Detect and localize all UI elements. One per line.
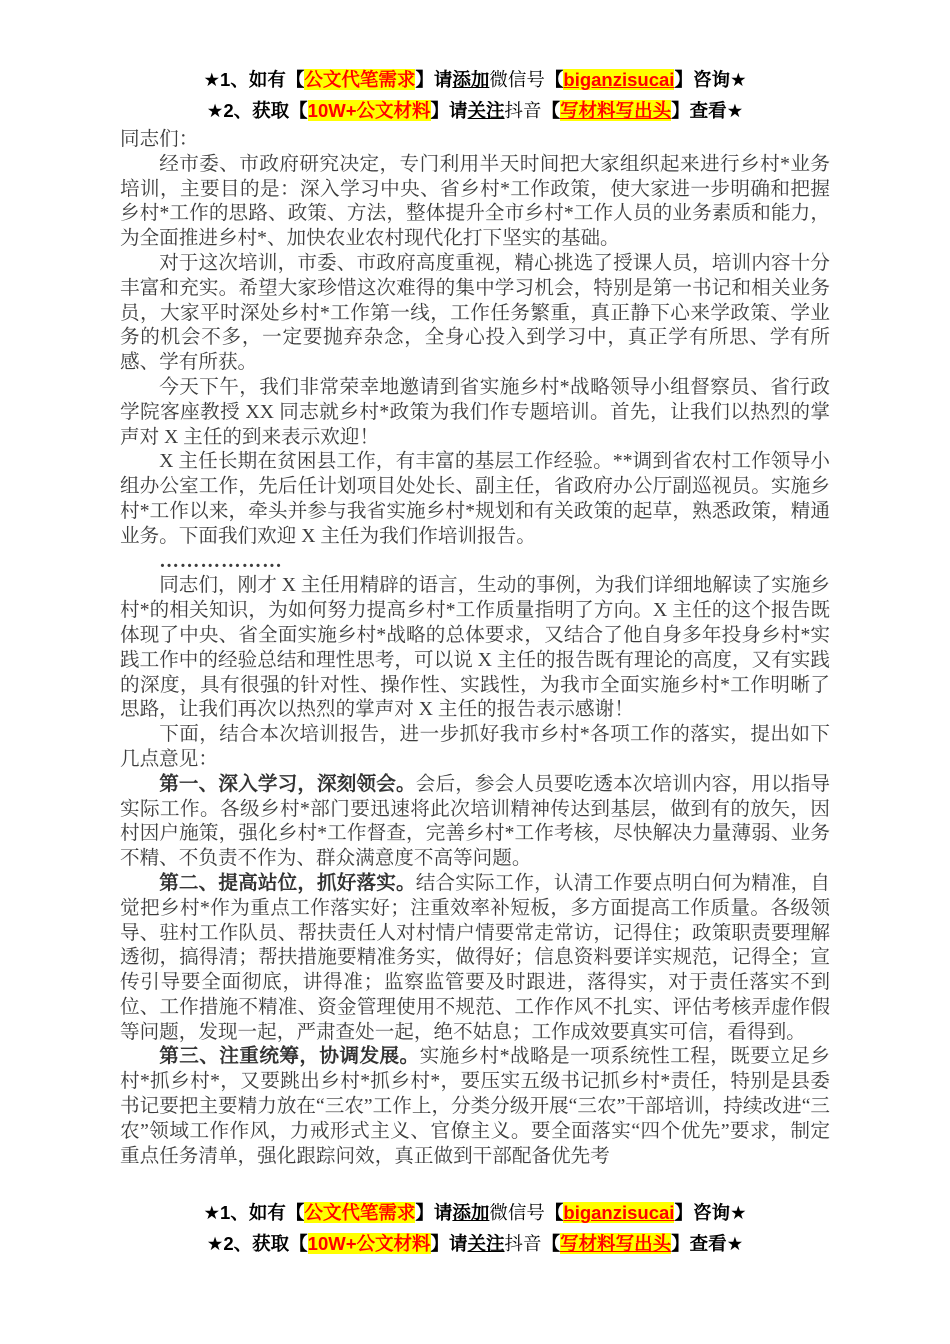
- promo-text: ★1、如有【: [203, 69, 305, 90]
- promo-underline-text: 关注: [467, 1233, 505, 1255]
- point-1-text: 会后，参会人员要吃透本次培训内容，用以指导实际工作。各级乡村*部门要迅速将此次培训精神传达到基层，做到有的放矢，因村因户施策，强化乡村*工作督查，完善乡村*工作考核，尽快解决力量薄弱、业务不精、不负责不作为、群众满意度不高等问题。: [120, 773, 831, 870]
- promo-text: 【: [544, 1202, 564, 1224]
- paragraph-training-importance: 对于这次培训，市委、市政府高度重视，精心挑选了授课人员，培训内容十分丰富和充实。希望大家珍惜这次难得的集中学习机会，特别是第一书记和相关业务员，大家平时深处乡村*工作第一线，工作任务繁重，真正静下心来学政策、学业务的机会不多，一定要抛弃杂念，全身心投入到学习中，真正学有所思、学有所感、学有所获。: [120, 252, 830, 374]
- promo-text: 【: [541, 100, 561, 121]
- promo-wechat-id: biganzisucai: [563, 69, 675, 90]
- promo-highlight: 公文代笔需求: [304, 69, 416, 90]
- promo-underline-text: 添加: [452, 69, 490, 90]
- promo-underline-text: 添加: [452, 1202, 490, 1224]
- promo-text: 】咨询★: [674, 1202, 747, 1224]
- promo-text: 微信号: [489, 1202, 545, 1224]
- promo-text: 】查看★: [671, 100, 744, 121]
- point-2-text: 结合实际工作，认清工作要点明白何为精准，自觉把乡村*作为重点工作落实好；注重效率补短板，多方面提高工作质量。各级领导、驻村工作队员、帮扶责任人对村情户情要常走常访，记得住；政策职责要理解透彻，搞得清；帮扶措施要精准务实，做得好；信息资料要详实规范，记得全；宣传引导要全面彻底，讲得准；监察监管要及时跟进，落得实，对于责任落实不到位、工作措施不精准、资金管理使用不规范、工作作风不扎实、评估考核弄虚作假等问题，发现一起，严肃查处一起，绝不姑息；工作成效要真实可信，看得到。: [120, 872, 831, 1043]
- promo-banner-top: [120, 64, 830, 126]
- point-2-heading: 第二、提高站位，抓好落实。: [159, 872, 416, 894]
- paragraph-point-3: [120, 1045, 830, 1169]
- document-body: [120, 128, 830, 1169]
- promo-text: 【: [544, 69, 564, 90]
- promo-text: ★1、如有【: [203, 1202, 305, 1224]
- promo-text: 】请: [415, 69, 453, 90]
- promo-text: 微信号: [489, 69, 545, 90]
- paragraph-report-summary: 同志们，刚才 X 主任用精辟的语言，生动的事例，为我们详细地解读了实施乡村*的相关知识，为如何努力提高乡村*工作质量指明了方向。X 主任的这个报告既体现了中央、省全面实施乡村*战略的总体要求，又结合了他自身多年投身乡村*实践工作中的经验总结和理性思考，可以说 X 主任的报告既有理论的高度，又有实践的深度，具有很强的针对性、操作性、实践性，为我市全面实施乡村*工作明晰了思路，让我们再次以热烈的掌声对 X 主任的报告表示感谢！: [120, 575, 830, 721]
- ellipsis-separator: ………………: [159, 550, 283, 572]
- salutation: 同志们：: [120, 129, 199, 150]
- promo-text: 】请: [430, 1233, 468, 1255]
- paragraph-point-1: [120, 773, 830, 872]
- point-1-heading: 第一、深入学习，深刻领会。: [159, 773, 416, 795]
- paragraph-speaker-background: X 主任长期在贫困县工作，有丰富的基层工作经验。**调到省农村工作领导小组办公室工作，先后任计划项目处处长、副主任，省政府办公厅副巡视员。实施乡村*工作以来，牵头并参与我省实施乡村*规划和有关政策的起草，熟悉政策，精通业务。下面我们欢迎 X 主任为我们作培训报告。: [120, 451, 830, 547]
- promo-text: 】咨询★: [674, 69, 747, 90]
- promo-line-1: [120, 64, 830, 95]
- point-3-text: 实施乡村*战略是一项系统性工程，既要立足乡村*抓乡村*，又要跳出乡村*抓乡村*，要压实五级书记抓乡村*责任，特别是县委书记要把主要精力放在“三农”工作上，分类分级开展“三农”干部培训，持续改进“三农”领域工作作风，力戒形式主义、官僚主义。要全面落实“四个优先”要求，制定重点任务清单，强化跟踪问效，真正做到干部配备优先考: [120, 1046, 831, 1167]
- promo-highlight: 10W+公文材料: [307, 1233, 431, 1255]
- promo-underline-text: 关注: [467, 100, 505, 121]
- promo-banner-bottom: [120, 1197, 830, 1259]
- promo-text: 抖音: [504, 100, 542, 121]
- promo-highlight: 公文代笔需求: [304, 1202, 416, 1224]
- paragraph-point-2: [120, 872, 830, 1046]
- promo-line-1: [120, 1197, 830, 1228]
- promo-highlight: 10W+公文材料: [307, 100, 431, 121]
- promo-douyin-id: 写材料写出头: [560, 100, 672, 121]
- promo-text: 】请: [430, 100, 468, 121]
- promo-text: 】请: [415, 1202, 453, 1224]
- promo-text: 【: [541, 1233, 561, 1255]
- promo-text: 抖音: [504, 1233, 542, 1255]
- promo-text: ★2、获取【: [206, 1233, 308, 1255]
- promo-line-2: [120, 95, 830, 126]
- promo-line-2: [120, 1228, 830, 1259]
- paragraph-opinions-intro: 下面，结合本次培训报告，进一步抓好我市乡村*各项工作的落实，提出如下几点意见：: [120, 724, 830, 770]
- promo-text: 】查看★: [671, 1233, 744, 1255]
- promo-text: ★2、获取【: [206, 100, 308, 121]
- promo-wechat-id: biganzisucai: [563, 1202, 675, 1224]
- point-3-heading: 第三、注重统筹，协调发展。: [159, 1046, 420, 1068]
- paragraph-speaker-intro: 今天下午，我们非常荣幸地邀请到省实施乡村*战略领导小组督察员、省行政学院客座教授 XX 同志就乡村*政策为我们作专题培训。首先，让我们以热烈的掌声对 X 主任的到来表示欢迎！: [120, 376, 830, 448]
- paragraph-opening: 经市委、市政府研究决定，专门利用半天时间把大家组织起来进行乡村*业务培训，主要目的是：深入学习中央、省乡村*工作政策，使大家进一步明确和把握乡村*工作的思路、政策、方法，整体提升全市乡村*工作人员的业务素质和能力，为全面推进乡村*、加快农业农村现代化打下坚实的基础。: [120, 153, 830, 250]
- promo-douyin-id: 写材料写出头: [560, 1233, 672, 1255]
